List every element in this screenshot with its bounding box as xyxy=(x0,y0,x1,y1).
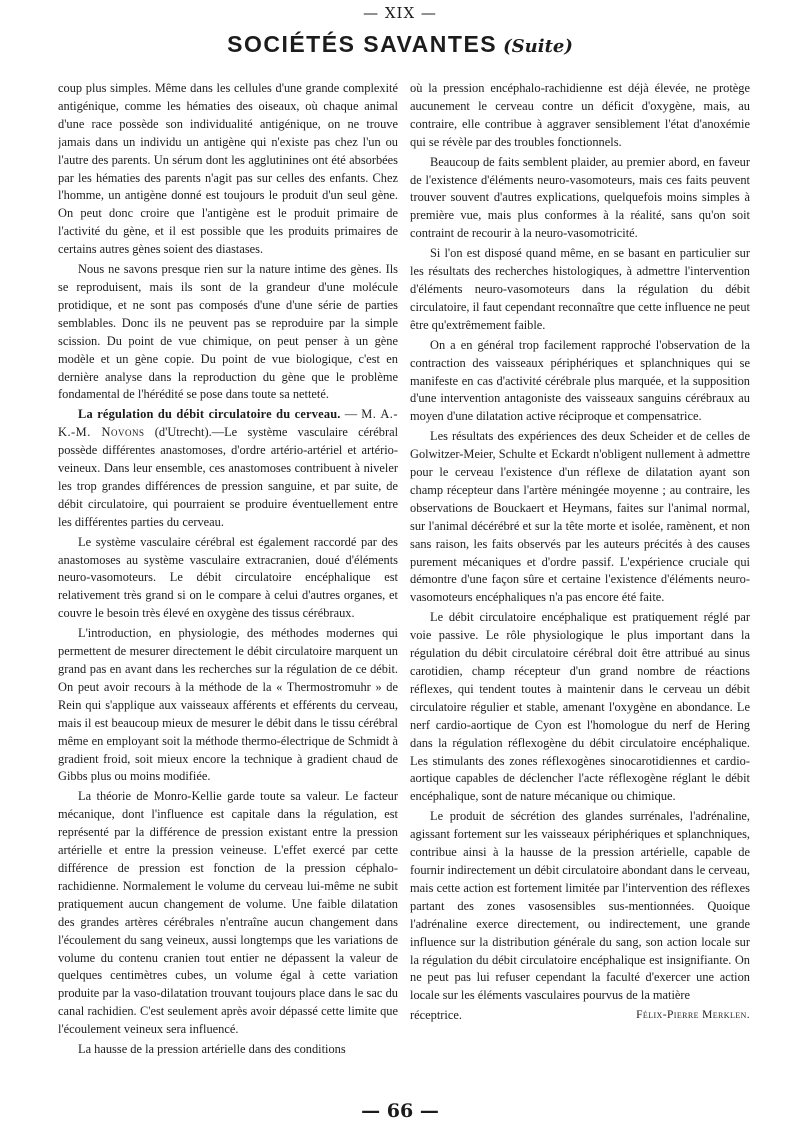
page-number: — 66 — xyxy=(361,1100,439,1122)
running-title-main: SOCIÉTÉS SAVANTES xyxy=(227,31,498,57)
paragraph: La théorie de Monro-Kellie garde toute sa valeur. Le facteur mécanique, dont l'influence est capitale dans la régulation, est représenté par la différence de pression existant entre la pression artérielle et entre la pression veineuse. L'effet exercé par cette différence de pression est fonction de la pression céphalo-rachidienne. Normalement le volume du cerveau lui-même ne subit pratiquement aucun changement de volume. Une faible dilatation des grandes artères cérébrales n'entraîne aucun changement dans l'écoulement du sang veineux, aussi longtemps que les variations de volume du contenu cranien tout entier ne dépassent la valeur de quelques centimètres cubes, un volume égal à cette variation produite par la vaso-dilatation trouvant toujours place dans le sac du canal rachidien. C'est seulement après avoir dépassé cette limite que l'écoulement veineux sera influencé. xyxy=(58,789,398,1037)
right-column xyxy=(410,80,750,1090)
section-title: La régulation du débit circulatoire du cerveau. xyxy=(78,407,341,422)
paragraph: Les résultats des expériences des deux Scheider et de celles de Golwitzer-Meier, Schulte et Eckardt n'obligent nullement à admettre pour le cerveau l'existence d'un réflexe de dilatation ayant son champ récepteur dans l'artère méningée moyenne ; au contraire, les observations de Bouckaert et Heymans, faites sur l'animal normal, sur l'animal décérébré et sur la tête morte et isolée, ramènent, et non sans raison, les faits observés par les auteurs précités à des causes purement mécaniques et d'ordre passif. L'expérience cruciale qui démontre d'une façon sûre et certaine l'existence d'éléments neuro-vasomoteurs encéphaliques n'a pas encore été faite. xyxy=(410,429,750,605)
paragraph-section-start xyxy=(58,406,398,531)
paragraph: Nous ne savons presque rien sur la nature intime des gènes. Ils se reproduisent, mais ils sont de la grandeur d'une molécule protidique, et ne sont pas composés d'une d'une série de parties semblables. Donc ils ne peuvent pas se reproduire par la simple scission. Du point de vue chimique, on peut penser à un gène modèle et un gène copie. Du point de vue biologique, c'est en dernière analyse dans la reproduction du gène que le problème fondamental de l'hérédité se pose dans toute sa netteté. xyxy=(58,262,398,402)
paragraph: La hausse de la pression artérielle dans des conditions xyxy=(78,1042,346,1057)
paragraph: coup plus simples. Même dans les cellules d'une grande complexité antigénique, comme les hématies des oiseaux, où chaque animal d'une race possède son individualité antigénique, on ne trouve jamais dans un individu un antigène qui n'existe pas chez l'un ou l'autre des parents. Un sérum dont les agglutinines ont été absorbées par les hématies des parents n'agit pas sur celles des enfants. Chez l'homme, un antigène donné est toujours le produit d'un seul gène. On peut donc croire que l'antigène est le produit primaire de l'activité du gène, et il est possible que les produits primaires de certains autres gènes soient des diastases. xyxy=(58,81,398,257)
paragraph-end: réceptrice. xyxy=(410,1008,462,1023)
paragraph: L'introduction, en physiologie, des méthodes modernes qui permettent de mesurer directement le débit circulatoire marquent un grand pas en avant dans les recherches sur la régulation de ce débit. On peut avoir recours à la méthode de la « Thermostromuhr » de Rein qui s'applique aux vaisseaux afférents et efférents du cerveau, mais il est beaucoup mieux de mesurer le débit dans le tissu cérébral même en employant soit la méthode thermo-électrique de Schmidt à gradient froid, soit mieux encore la technique à gradient chaud de Gibbs plus ou moins modifiée. xyxy=(58,626,398,784)
paragraph-text: —Le système vasculaire cérébral possède différentes anastomoses, d'ordre artério-artériel et artério-veineux. Dans leur ensemble, ces anastomoses contribuent à niveler les trop grandes différences de pression sanguine, et par suite, de débit circulatoire, qui pourraient se produire éventuellement entre les différentes parties du cerveau. xyxy=(58,425,398,529)
author-affiliation: (d'Utrecht). xyxy=(144,425,212,440)
paragraph: On a en général trop facilement rapproché l'observation de la contraction des vaisseaux périphériques et splanchniques qui se manifeste en cas d'activité cérébrale plus marquée, et la supposition d'une intervention antagoniste des vaisseaux sanguins cérébraux au moyen d'une dilatation active réciproque et compensatrice. xyxy=(410,337,750,424)
running-title xyxy=(0,22,800,60)
closing-line xyxy=(410,1007,750,1025)
paragraph: Le débit circulatoire encéphalique est pratiquement réglé par voie passive. Le rôle physiologique le plus important dans la régulation du débit circulatoire cérébral doit être attribué au sinus carotidien, champ récepteur d'un grand nombre de réactions réflexes, qui tendent toutes à maintenir dans le cerveau un débit circulatoire régulier et stable, amenant l'oxygène en abondance. Le nerf cardio-aortique de Cyon est l'homologue du nerf de Hering dans la régulation réflexogène du débit circulatoire encéphalique. Les stimulants des zones réflexogènes sinocarotidiennes et cardio-aortique capables de déclencher l'acte réflexogène réglant le débit encéphalique, sont de nature mécanique ou chimique. xyxy=(410,610,750,804)
author-name: M. A.-K.-M. Novons xyxy=(58,407,398,440)
paragraph: où la pression encéphalo-rachidienne est déjà élevée, ne protège aucunement le cerveau contre un déficit d'oxygène, mais, au contraire, elle contribue à aggraver sensiblement l'état d'anoxémie qui se révèle par des troubles fonctionnels. xyxy=(410,81,750,149)
paragraph: Le produit de sécrétion des glandes surrénales, l'adrénaline, agissant fortement sur les vaisseaux périphériques et splanchniques, contribue ainsi à la hausse de la pression artérielle, capable de fournir indirectement un débit circulatoire abondant dans le cerveau, mais cette action est fortement limitée par l'intervention des réflexes partant des zones vasosensibles sus-mentionnées. Quoique l'adrénaline exerce directement, ou indirectement, une grande influence sur la distribution générale du sang, son action locale sur la régulation du débit circulatoire encéphalique est insignifiante. On ne peut pas lui refuser cependant la faculté d'exercer une action locale sur les éléments vasculaires pourvus de la matière xyxy=(410,809,750,1003)
title-dash: — xyxy=(340,407,362,422)
roman-page-number: — XIX — xyxy=(363,4,437,22)
left-column xyxy=(58,80,398,1090)
author-signature: Félix-Pierre Merklen. xyxy=(636,1009,750,1022)
paragraph: Le système vasculaire cérébral est également raccordé par des anastomoses au système vasculaire extracranien, doué d'éléments neuro-vasomoteurs. Le débit circulatoire encéphalique est relativement très grand si on le compare à celui d'autres organes, et couvre le besoin très élevé en oxygène des tissus cérébraux. xyxy=(58,534,398,621)
paragraph: Si l'on est disposé quand même, en se basant en particulier sur les résultats des recherches histologiques, à admettre l'intervention d'éléments neuro-vasomoteurs dans la régulation du débit circulatoire, il faut cependant reconnaître que cette influence ne peut être qu'extrêmement faible. xyxy=(410,246,750,332)
paragraph: Beaucoup de faits semblent plaider, au premier abord, en faveur de l'existence d'éléments neuro-vasomoteurs, mais ces faits peuvent trouver souvent d'autres explications, quelquefois moins simples à première vue, mais plus conformes à la réalité, sans qu'on soit contraint de recourir à la neuro-vasomotricité. xyxy=(410,154,750,241)
running-title-subtitle: (Suite) xyxy=(503,36,573,57)
